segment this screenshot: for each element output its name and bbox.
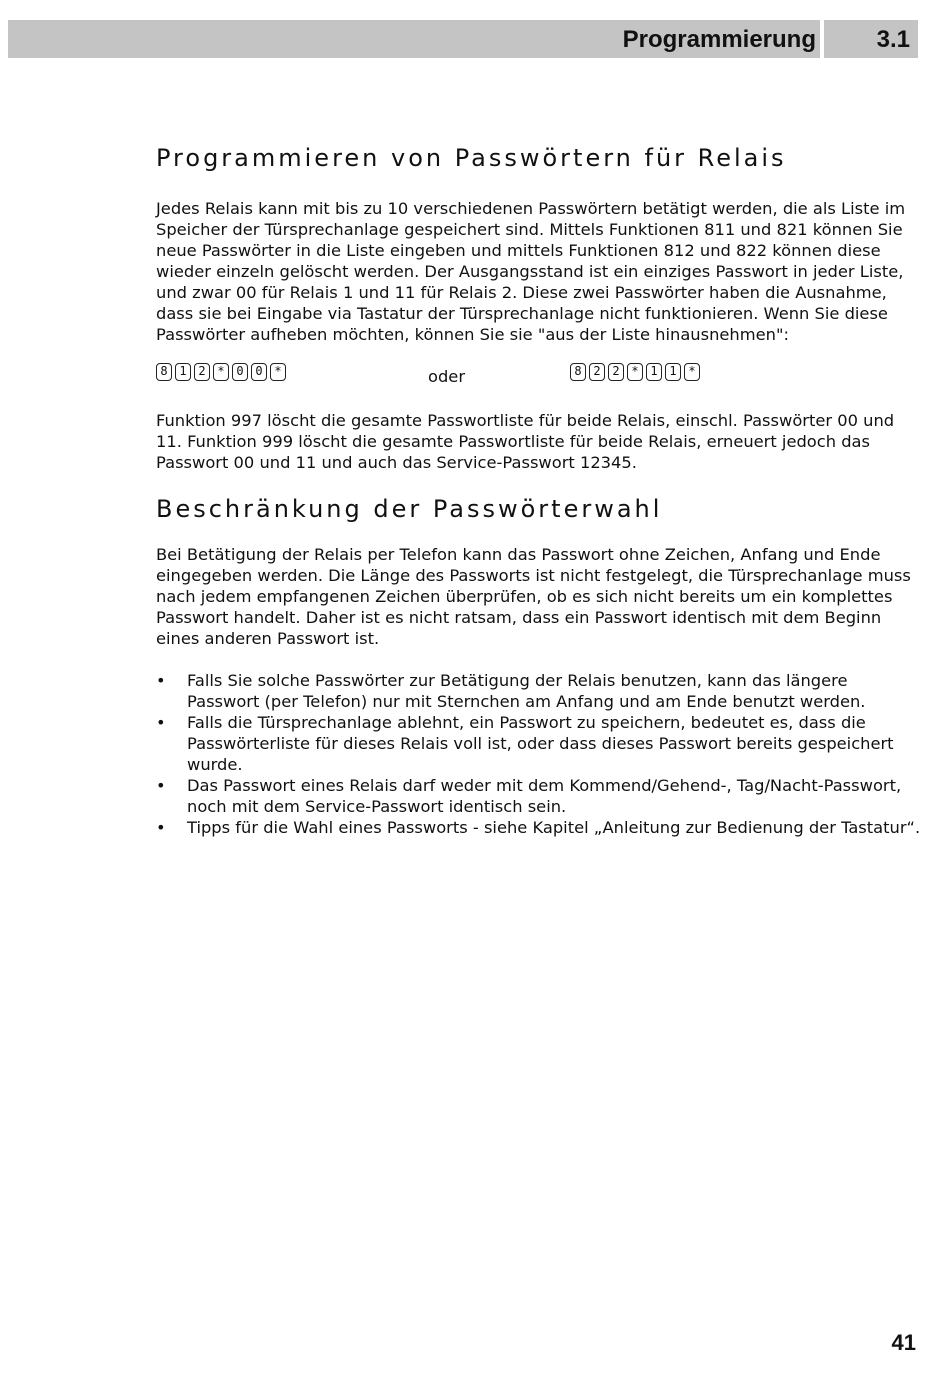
key-icon: 1 — [665, 363, 681, 381]
star-key-icon: * — [213, 363, 229, 381]
key-icon: 8 — [156, 363, 172, 381]
star-key-icon: * — [627, 363, 643, 381]
section-heading-beschraenkung: Beschränkung der Passwörterwahl — [156, 495, 663, 523]
function-paragraph: Funktion 997 löscht die gesamte Passwortliste für beide Relais, einschl. Passwörter 00 und 11. Funktion 999 löscht die gesamte Passwortliste für beide Relais, erneuert jedoch das Passwort 00 und 11 und auch das Service-Passwort 12345. — [156, 411, 895, 472]
star-key-icon: * — [684, 363, 700, 381]
page-number: 41 — [891, 1330, 916, 1355]
key-icon: 1 — [175, 363, 191, 381]
header-title: Programmierung — [622, 26, 816, 53]
page-content — [156, 144, 922, 838]
star-key-icon: * — [270, 363, 286, 381]
key-sequence-relay-2 — [570, 363, 700, 381]
key-icon: 0 — [251, 363, 267, 381]
header-bar — [8, 20, 918, 58]
key-icon: 8 — [570, 363, 586, 381]
key-icon: 2 — [608, 363, 624, 381]
key-icon: 2 — [194, 363, 210, 381]
chapter-number: 3.1 — [876, 26, 910, 53]
key-sequence-row — [156, 363, 922, 403]
key-icon: 2 — [589, 363, 605, 381]
list-item: • Das Passwort eines Relais darf weder mit dem Kommend/Gehend-, Tag/Nacht-Passwort, noch mit dem Service-Passwort identisch sein. — [156, 775, 922, 817]
intro-paragraph: Jedes Relais kann mit bis zu 10 verschiedenen Passwörtern betätigt werden, die als Liste im Speicher der Türsprechanlage gespeichert sind. Mittels Funktionen 811 und 821 können Sie neue Passwörter in die Liste eingeben und mittels Funktionen 812 und 822 können diese wieder einzeln gelöscht werden. Der Ausgangsstand ist ein einziges Passwort in jeder Liste, und zwar 00 für Relais 1 und 11 für Relais 2. Diese zwei Passwörter haben die Ausnahme, dass sie bei Eingabe via Tastatur der Türsprechanlage nicht funktionieren. Wenn Sie diese Passwörter aufheben möchten, können Sie sie "aus der Liste hinausnehmen": — [156, 199, 906, 344]
key-icon: 0 — [232, 363, 248, 381]
key-sequence-relay-1 — [156, 363, 286, 381]
key-icon: 1 — [646, 363, 662, 381]
list-item: • Tipps für die Wahl eines Passworts - siehe Kapitel „Anleitung zur Bedienung der Tastatur“. — [156, 817, 922, 838]
list-item: • Falls Sie solche Passwörter zur Betätigung der Relais benutzen, kann das längere Passwort (per Telefon) nur mit Sternchen am Anfang und am Ende benutzt werden. — [156, 670, 922, 712]
tips-list — [156, 670, 922, 838]
restriction-paragraph: Bei Betätigung der Relais per Telefon kann das Passwort ohne Zeichen, Anfang und Ende eingegeben werden. Die Länge des Passworts ist nicht festgelegt, die Türsprechanlage muss nach jedem empfangenen Zeichen überprüfen, ob es sich nicht bereits um ein komplettes Passwort handelt. Daher ist es nicht ratsam, dass ein Passwort identisch mit dem Beginn eines anderen Passwort ist. — [156, 545, 911, 648]
section-heading-programmieren: Programmieren von Passwörtern für Relais — [156, 144, 787, 172]
list-item: • Falls die Türsprechanlage ablehnt, ein Passwort zu speichern, bedeutet es, dass die Passwörterliste für dieses Relais voll ist, oder dass dieses Passwort bereits gespeichert wurde. — [156, 712, 922, 775]
oder-label: oder — [428, 367, 466, 386]
